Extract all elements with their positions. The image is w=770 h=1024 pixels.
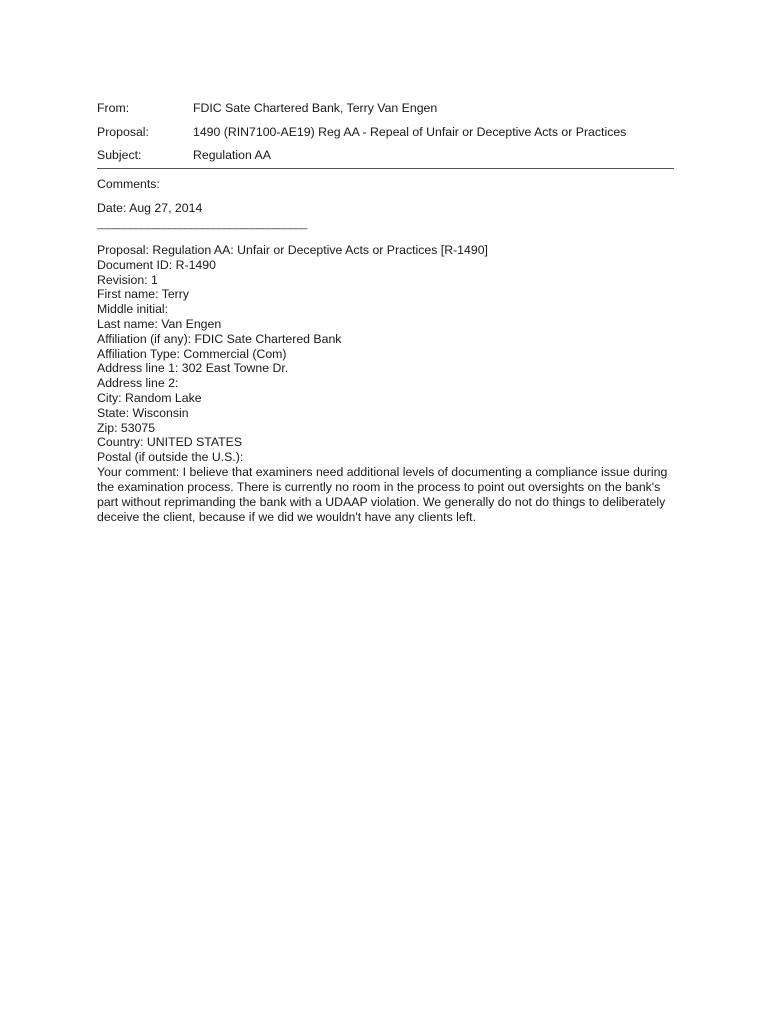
submission-details bbox=[97, 243, 677, 525]
from-value: FDIC Sate Chartered Bank, Terry Van Engen bbox=[193, 101, 438, 115]
field-affiliation: Affiliation (if any): FDIC Sate Chartered Bank bbox=[97, 331, 342, 346]
field-middle-initial: Middle initial: bbox=[97, 302, 169, 317]
subject-value: Regulation AA bbox=[193, 148, 271, 162]
header-divider bbox=[97, 168, 674, 169]
field-postal: Postal (if outside the U.S.): bbox=[97, 450, 244, 465]
field-address-line-2: Address line 2: bbox=[97, 376, 179, 391]
date-line: Date: Aug 27, 2014 bbox=[97, 201, 203, 215]
field-address-line-1: Address line 1: 302 East Towne Dr. bbox=[97, 361, 289, 376]
field-affiliation-type: Affiliation Type: Commercial (Com) bbox=[97, 346, 287, 361]
field-country: Country: UNITED STATES bbox=[97, 435, 243, 450]
comments-label: Comments: bbox=[97, 177, 160, 191]
comment-text: Your comment: I believe that examiners need additional levels of documenting a compliance issue during the examination process. There is currently no room in the process to point out oversights on the bank's part without reprimanding the bank with a UDAAP violation. We generally do not do things to deliberately deceive the client, because if we did we wouldn't have any clients left. bbox=[97, 464, 668, 524]
field-revision: Revision: 1 bbox=[97, 272, 158, 287]
field-first-name: First name: Terry bbox=[97, 287, 190, 302]
proposal-label: Proposal: bbox=[97, 125, 149, 139]
field-last-name: Last name: Van Engen bbox=[97, 316, 222, 331]
from-label: From: bbox=[97, 101, 130, 115]
field-proposal: Proposal: Regulation AA: Unfair or Deceptive Acts or Practices [R-1490] bbox=[97, 243, 488, 257]
field-zip: Zip: 53075 bbox=[97, 420, 156, 435]
separator-line: ______________________________________ bbox=[97, 218, 307, 230]
proposal-value: 1490 (RIN7100-AE19) Reg AA - Repeal of Unfair or Deceptive Acts or Practices bbox=[193, 125, 627, 139]
field-city: City: Random Lake bbox=[97, 390, 202, 405]
field-state: State: Wisconsin bbox=[97, 405, 189, 420]
field-document-id: Document ID: R-1490 bbox=[97, 257, 216, 272]
subject-label: Subject: bbox=[97, 148, 142, 162]
